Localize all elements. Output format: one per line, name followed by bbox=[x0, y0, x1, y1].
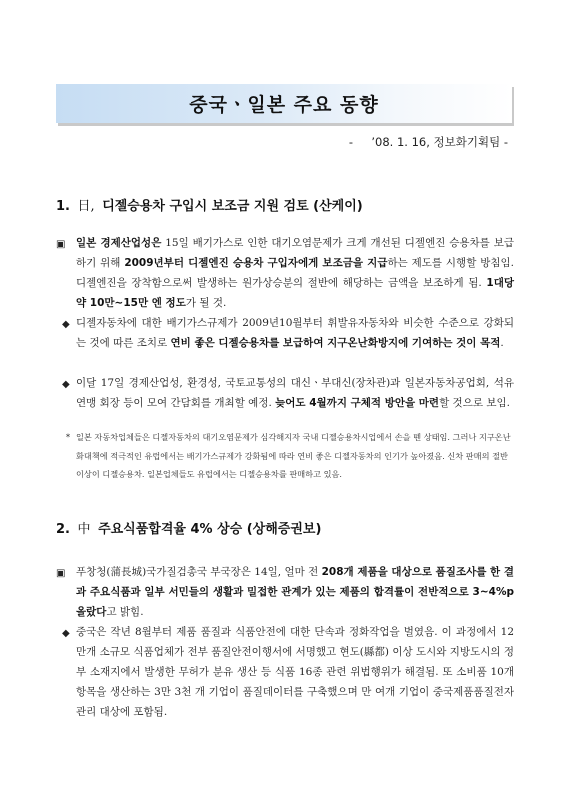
section-2-heading bbox=[56, 518, 321, 537]
s1-main-t3: 가 될 것. bbox=[185, 297, 227, 309]
s1-main-t1: 15일 배기가스로 인한 대기오염문제가 크게 개선된 디젤엔진 승용차를 보급하기 위해 bbox=[76, 237, 514, 269]
square-bullet-icon: ▣ bbox=[56, 568, 66, 579]
s2-main-t2: 고 밝힘. bbox=[106, 606, 144, 618]
section-1-heading bbox=[56, 195, 363, 214]
square-bullet-icon: ▣ bbox=[56, 239, 66, 250]
section-2-main-paragraph bbox=[76, 562, 514, 622]
diamond-bullet-icon: ◆ bbox=[62, 628, 70, 639]
s1-b2-b1: 연비 좋은 디젤승용차를 보급하여 지구온난화방지에 기여하는 것이 목적 bbox=[170, 337, 501, 349]
s2-main-t1: 푸창청(蒲長城)국가질검총국 부국장은 14일, 얼마 전 bbox=[76, 566, 322, 578]
page-title: 중국ㆍ일본 주요 동향 bbox=[189, 94, 379, 116]
s1-b3-b1: 늦어도 4월까지 구체적 방안을 마련 bbox=[275, 397, 440, 409]
diamond-bullet-icon: ◆ bbox=[62, 379, 70, 390]
date-prefix: - bbox=[348, 135, 354, 149]
section-1-country: 日, bbox=[77, 199, 95, 214]
diamond-bullet-icon: ◆ bbox=[62, 319, 70, 330]
s2-b2-t1: 중국은 작년 8월부터 제품 품질과 식품안전에 대한 단속과 정화작업을 벌였음. 이 과정에서 12만개 소규모 식품업체가 전부 품질안전이행서에 서명했고 현도(縣都) 이상 도시와 지방도시의 정부 소재지에서 발생한 무허가 분유 생산 등 식품 16종 관련 위법행위가 해결됨. 또 소비품 10개 항목을 생산하는 3만 3천 개 기업이 품질데이터를 구축했으며 만 여개 기업이 중국제품품질전자관리 대상에 포함됨. bbox=[76, 626, 514, 718]
section-2-number: 2. bbox=[56, 522, 70, 537]
date-line bbox=[349, 134, 508, 150]
s1-b2-t1: 디젤자동차에 대한 배기가스규제가 2009년10월부터 휘발유자동차와 비슷한 수준으로 강화되는 것에 따른 조치로 bbox=[76, 317, 514, 349]
s1-main-t2: 하는 제도를 시행할 방침임. 디젤엔진을 장착함으로써 발생하는 원가상승분의 절반에 해당하는 금액을 보조하게 됨. bbox=[76, 257, 514, 289]
section-2-title: 주요식품합격율 4% 상승 (상해증권보) bbox=[98, 522, 322, 537]
section-1-bullet-3 bbox=[76, 373, 514, 413]
s1-main-b1: 일본 경제산업성은 bbox=[76, 237, 162, 249]
s1-main-b3: 1대당 약 10만∼15만 엔 정도 bbox=[76, 277, 514, 309]
s2-main-b1: 208개 제품을 대상으로 품질조사를 한 결과 주요식품과 일부 서민들의 생활과 밀접한 관계가 있는 제품의 합격률이 전반적으로 3~4%p 올랐다 bbox=[76, 566, 514, 618]
section-1-number: 1. bbox=[56, 199, 70, 214]
section-1-bullet-2 bbox=[76, 313, 514, 353]
s1-b3-t2: 할 것으로 보임. bbox=[439, 397, 510, 409]
date-text: ’08. 1. 16, 정보화기획팀 - bbox=[371, 135, 508, 149]
section-2-bullet-2 bbox=[76, 622, 514, 722]
s1-b3-t1: 이달 17일 경제산업성, 환경성, 국토교통성의 대신ㆍ부대신(장차관)과 일본자동차공업회, 석유연맹 회장 등이 모여 간담회를 개최할 예정. bbox=[76, 377, 514, 409]
section-1-main-paragraph bbox=[76, 233, 514, 313]
section-2-country: 中 bbox=[77, 522, 91, 537]
section-1-title: 디젤승용차 구입시 보조금 지원 검토 (산케이) bbox=[102, 199, 363, 214]
s1-b2-t2: . bbox=[500, 337, 504, 349]
s1-main-b2: 2009년부터 디젤엔진 승용차 구입자에게 보조금을 지급 bbox=[124, 257, 388, 269]
section-1-note: 일본 자동차업체들은 디젤자동차의 대기오염문제가 심각해지자 국내 디젤승용차시업에서 손을 뗀 상태임. 그러나 지구온난화대책에 적극적인 유럽에서는 배기가스규제가 강화됨에 따라 연비 좋은 디젤자동차의 인기가 높아졌음. 신차 판매의 절반 이상이 디젤승용차. 일본업체들도 유럽에서는 디젤승용차를 판매하고 있음. bbox=[76, 432, 511, 479]
note-marker-icon: * bbox=[66, 433, 70, 442]
title-banner bbox=[56, 84, 512, 123]
